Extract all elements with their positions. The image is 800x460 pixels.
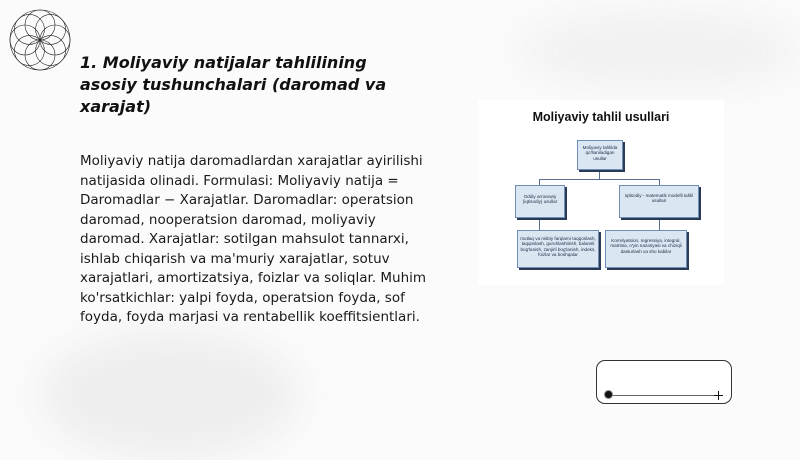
diagram-box-top: Moliyaviy tahlilda qo'llaniladigan usullar — [577, 140, 623, 170]
connector-line — [599, 170, 600, 179]
background-decoration — [520, 10, 800, 90]
diagram-box-right: Iqtisodiy - matematik modelli tahlil usullari — [619, 185, 699, 218]
navigator-track[interactable] — [609, 395, 719, 396]
diagram-box-right-bottom: Korrelyatsion, regressiya, integral, matritsa, o'yin nazariyasi va chiziqli dasturlash va shu kabilar — [605, 230, 687, 268]
diagram-title: Moliyaviy tahlil usullari — [532, 110, 670, 124]
plus-icon[interactable] — [718, 391, 719, 400]
diagram-box-left-bottom: mutlaq va nisbiy farqlarni taqqoslash, taqqoslash, guruhlashtirish, balansli bog'lanish, zanjirli bog'lanish, indeks, foizlar va boshqalar — [517, 230, 599, 268]
start-dot-icon[interactable] — [605, 391, 612, 398]
geometric-circle-logo — [4, 4, 76, 76]
methods-diagram — [478, 100, 724, 285]
diagram-box-left: Oddiy an'anaviy (iqtisodiy) usullar — [515, 185, 565, 218]
body-text: Moliyaviy natija daromadlardan xarajatlar ayirilishi natijasida olinadi. Formulasi: Moliyaviy natija = Daromadlar − Xarajatlar. Daromadlar: operatsion daromad, nooperatsion daromad, moliyaviy daromad. Xarajatlar: sotilgan mahsulot tannarxi, ishlab chiqarish va ma'muriy xarajatlar, sotuv xarajatlari, amortizatsiya, foizlar va soliqlar. Muhim ko'rsatkichlar: yalpi foyda, operatsion foyda, sof foyda, foyda marjasi va rentabellik koeffitsientlari. — [80, 153, 427, 325]
slide-navigator[interactable] — [596, 360, 732, 404]
slide-title: 1. Moliyaviy natijalar tahlilining asosiy tushunchalari (daromad va xarajat) — [80, 53, 387, 116]
background-decoration — [40, 330, 300, 460]
connector-line — [539, 218, 540, 230]
connector-line — [539, 179, 660, 180]
connector-line — [659, 218, 660, 230]
